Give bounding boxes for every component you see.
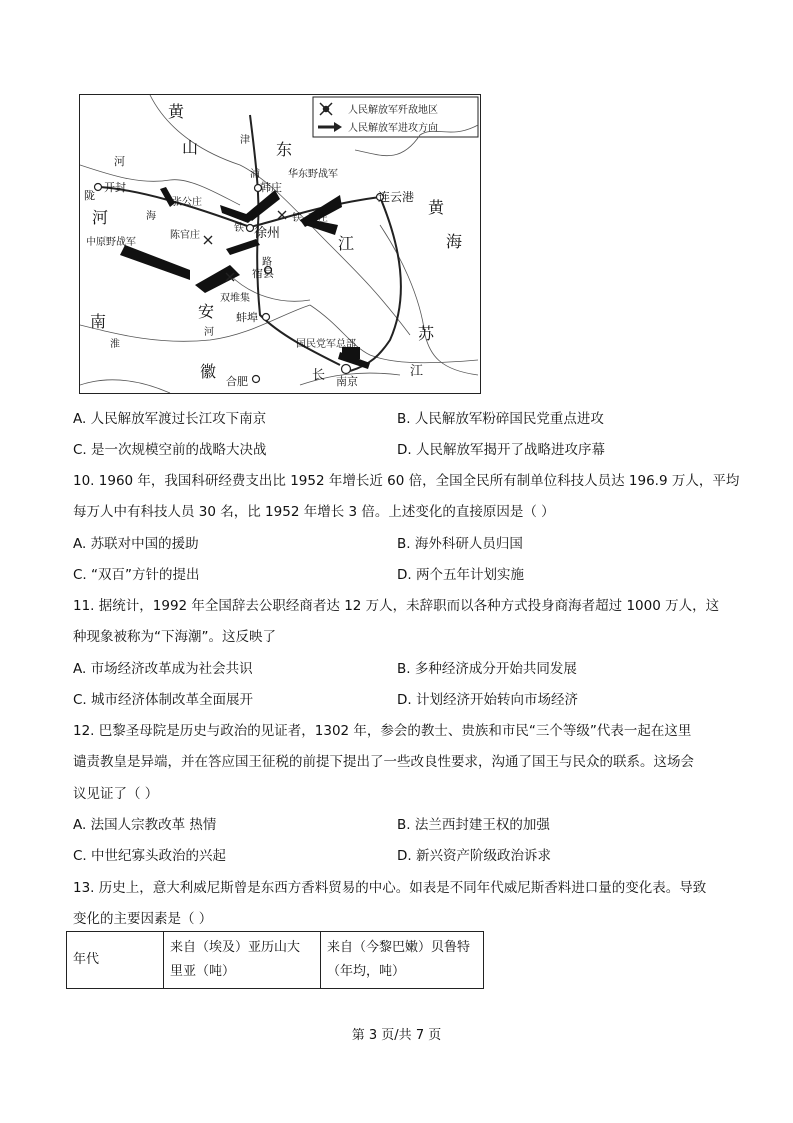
map-label: 黄 [168,102,185,121]
q11-option-a: A. 市场经济改革成为社会共识 [73,661,253,677]
q12-stem-line1: 12. 巴黎圣母院是历史与政治的见证者，1302 年，参会的教士、贵族和市民“三个等级”代表一起在这里 [73,723,692,739]
map-label: 华东野战军 [288,169,338,180]
map-label: 徐州 [254,226,281,241]
map-label: 海 [446,232,463,251]
q9-option-b: B. 人民解放军粉碎国民党重点进攻 [397,411,604,427]
table-cell-alexandria: 来自（埃及）亚历山大 里亚（吨） [164,932,321,989]
table-cell-beirut: 来自（今黎巴嫩）贝鲁特 （年均，吨） [321,932,484,989]
map-label: 淮 [110,339,120,350]
q12-stem-line2: 谴责教皇是异端，并在答应国王征税的前提下提出了一些改良性要求，沟通了国王与民众的联系。这场会 [73,754,694,770]
legend-battle: 人民解放军歼敌地区 [348,105,438,116]
map-label: 安 [198,302,215,321]
map-label: 江 [338,234,355,253]
q11-option-c: C. 城市经济体制改革全面展开 [73,692,254,708]
map-label: 南京 [336,375,358,388]
map-label: 连云港 [378,190,415,204]
table-cell-year: 年代 [67,932,164,989]
map-label: 海 [146,211,156,222]
map-label: 国民党军总部 [296,339,356,350]
map-label: 双堆集 [220,293,250,304]
map-label: 铁 [234,223,244,234]
map-label: 碾庄 [308,213,328,224]
map-label: 蚌埠 [236,311,258,324]
map-label: 张公庄 [172,197,202,208]
q10-option-d: D. 两个五年计划实施 [397,567,524,583]
map-label: 河 [92,208,109,227]
q11-stem-line2: 种现象被称为“下海潮”。这反映了 [73,629,276,645]
q13-stem-line2: 变化的主要因素是（ ） [73,911,213,927]
map-label: 徽 [200,362,217,381]
map-label: 宿县 [252,267,274,280]
map-label: 路 [262,257,272,268]
map-label: 江 [410,364,424,379]
page-footer: 第 3 页/共 7 页 [351,1028,442,1043]
q12-option-a: A. 法国人宗教改革 热情 [73,817,217,833]
q10-option-b: B. 海外科研人员归国 [397,536,523,552]
map-label: 苏 [418,324,435,343]
map-label: 浦 [250,169,260,180]
huaihai-campaign-map [79,94,481,394]
table-row [67,932,484,989]
q12-option-c: C. 中世纪寡头政治的兴起 [73,848,227,864]
map-label: 合肥 [226,375,248,388]
map-label: 铁 [292,213,302,224]
q10-option-a: A. 苏联对中国的援助 [73,536,199,552]
q9-option-d: D. 人民解放军揭开了战略进攻序幕 [397,442,605,458]
q11-option-b: B. 多种经济成分开始共同发展 [397,661,577,677]
map-svg [80,95,480,393]
q12-option-b: B. 法兰西封建王权的加强 [397,817,550,833]
q13-stem-line1: 13. 历史上，意大利威尼斯曾是东西方香料贸易的中心。如表是不同年代威尼斯香料进口量的变化表。导致 [73,880,707,896]
map-label: 河 [204,327,214,338]
q12-option-d: D. 新兴资产阶级政治诉求 [397,848,551,864]
q12-stem-line3: 议见证了（ ） [73,786,159,802]
map-label: 黄 [428,198,445,217]
legend-attack: 人民解放军进攻方向 [348,123,438,134]
map-label: 中原野战军 [86,237,136,248]
q10-option-c: C. “双百”方针的提出 [73,567,200,583]
map-label: 开封 [104,181,126,194]
map-label: 山 [182,138,199,157]
map-label: 陇 [84,189,95,202]
map-label: 东 [276,140,293,159]
map-label: 长 [312,368,326,383]
q13-table [66,931,484,989]
q10-stem-line1: 10. 1960 年，我国科研经费支出比 1952 年增长近 60 倍，全国全民所有制单位科技人员达 196.9 万人，平均 [73,473,740,489]
q9-option-c: C. 是一次规模空前的战略大决战 [73,442,267,458]
q11-option-d: D. 计划经济开始转向市场经济 [397,692,578,708]
q11-stem-line1: 11. 据统计，1992 年全国辞去公职经商者达 12 万人，未辞职而以各种方式投身商海者超过 1000 万人，这 [73,598,720,614]
q10-stem-line2: 每万人中有科技人员 30 名，比 1952 年增长 3 倍。上述变化的直接原因是（ ） [73,504,555,520]
map-label: 南 [90,312,107,331]
map-label: 陈官庄 [170,230,200,241]
map-label: 津 [240,135,250,146]
map-label: 韩庄 [260,181,282,194]
map-label: 河 [114,155,125,168]
q9-option-a: A. 人民解放军渡过长江攻下南京 [73,411,267,427]
